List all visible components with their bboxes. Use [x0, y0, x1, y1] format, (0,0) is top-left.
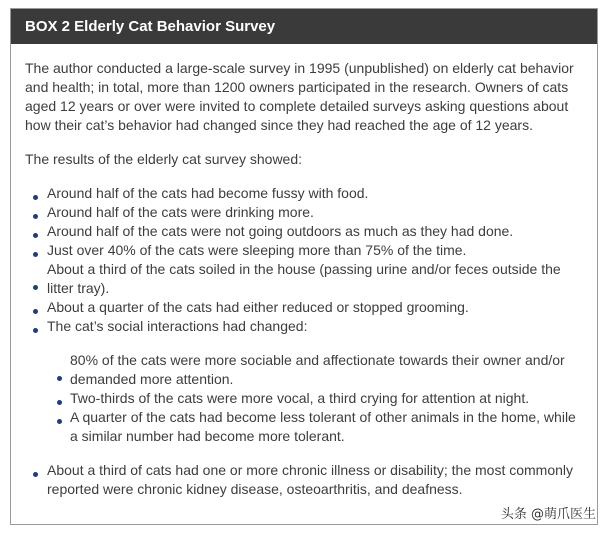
- list-item: [25, 260, 587, 298]
- finding-text: Just over 40% of the cats were sleeping more than 75% of the time.: [47, 242, 467, 258]
- box-header: [11, 9, 597, 44]
- bullet-icon: [33, 252, 38, 257]
- social-change-text: Two-thirds of the cats were more vocal, a third crying for attention at night.: [70, 390, 530, 406]
- bullet-icon: [57, 376, 62, 381]
- bullet-icon: [57, 400, 62, 405]
- finding-text: Around half of the cats were not going outdoors as much as they had done.: [47, 223, 514, 239]
- sub-list-item: [25, 408, 587, 446]
- finding-text: About a third of cats had one or more chronic illness or disability; the most commonly reported were chronic kidney disease, osteoarthritis, and deafness.: [47, 462, 574, 497]
- finding-text: About a third of the cats soiled in the house (passing urine and/or feces outside the litter tray).: [47, 261, 561, 296]
- final-findings-list: [25, 461, 587, 499]
- box-title: BOX 2 Elderly Cat Behavior Survey: [25, 18, 276, 35]
- sub-list-item: [25, 351, 587, 389]
- social-change-text: A quarter of the cats had become less tolerant of other animals in the home, while a similar number had become more tolerant.: [70, 409, 576, 444]
- list-item: [25, 203, 587, 222]
- list-item: [25, 222, 587, 241]
- finding-text: Around half of the cats had become fussy with food.: [47, 185, 369, 201]
- bullet-icon: [57, 419, 62, 424]
- bullet-icon: [33, 472, 38, 477]
- findings-list: [25, 184, 587, 336]
- box-content: [25, 59, 587, 499]
- results-heading: The results of the elderly cat survey showed:: [25, 151, 303, 167]
- social-changes-list: [25, 351, 587, 446]
- sub-list-item: [25, 389, 587, 408]
- list-item: [25, 461, 587, 499]
- bullet-icon: [33, 285, 38, 290]
- social-change-text: 80% of the cats were more sociable and affectionate towards their owner and/or demanded more attention.: [70, 352, 565, 387]
- finding-text: Around half of the cats were drinking more.: [47, 204, 314, 220]
- bullet-icon: [33, 195, 38, 200]
- bullet-icon: [33, 214, 38, 219]
- bullet-icon: [33, 309, 38, 314]
- finding-text: About a quarter of the cats had either reduced or stopped grooming.: [47, 299, 469, 315]
- list-item: [25, 184, 587, 203]
- watermark: 头条 @萌爪医生: [500, 507, 596, 522]
- list-item: [25, 317, 587, 336]
- list-item: [25, 298, 587, 317]
- bullet-icon: [33, 233, 38, 238]
- bullet-icon: [33, 328, 38, 333]
- survey-box: [10, 8, 598, 525]
- intro-paragraph: The author conducted a large-scale survey in 1995 (unpublished) on elderly cat behavior and health; in total, more than 1200 owners participated in the research. Owners of cats aged 12 years or over were invited to complete detailed surveys asking questions about how their cat’s behavior had changed since they had reached the age of 12 years.: [25, 60, 574, 133]
- list-item: [25, 241, 587, 260]
- finding-text: The cat’s social interactions had changed:: [47, 318, 308, 334]
